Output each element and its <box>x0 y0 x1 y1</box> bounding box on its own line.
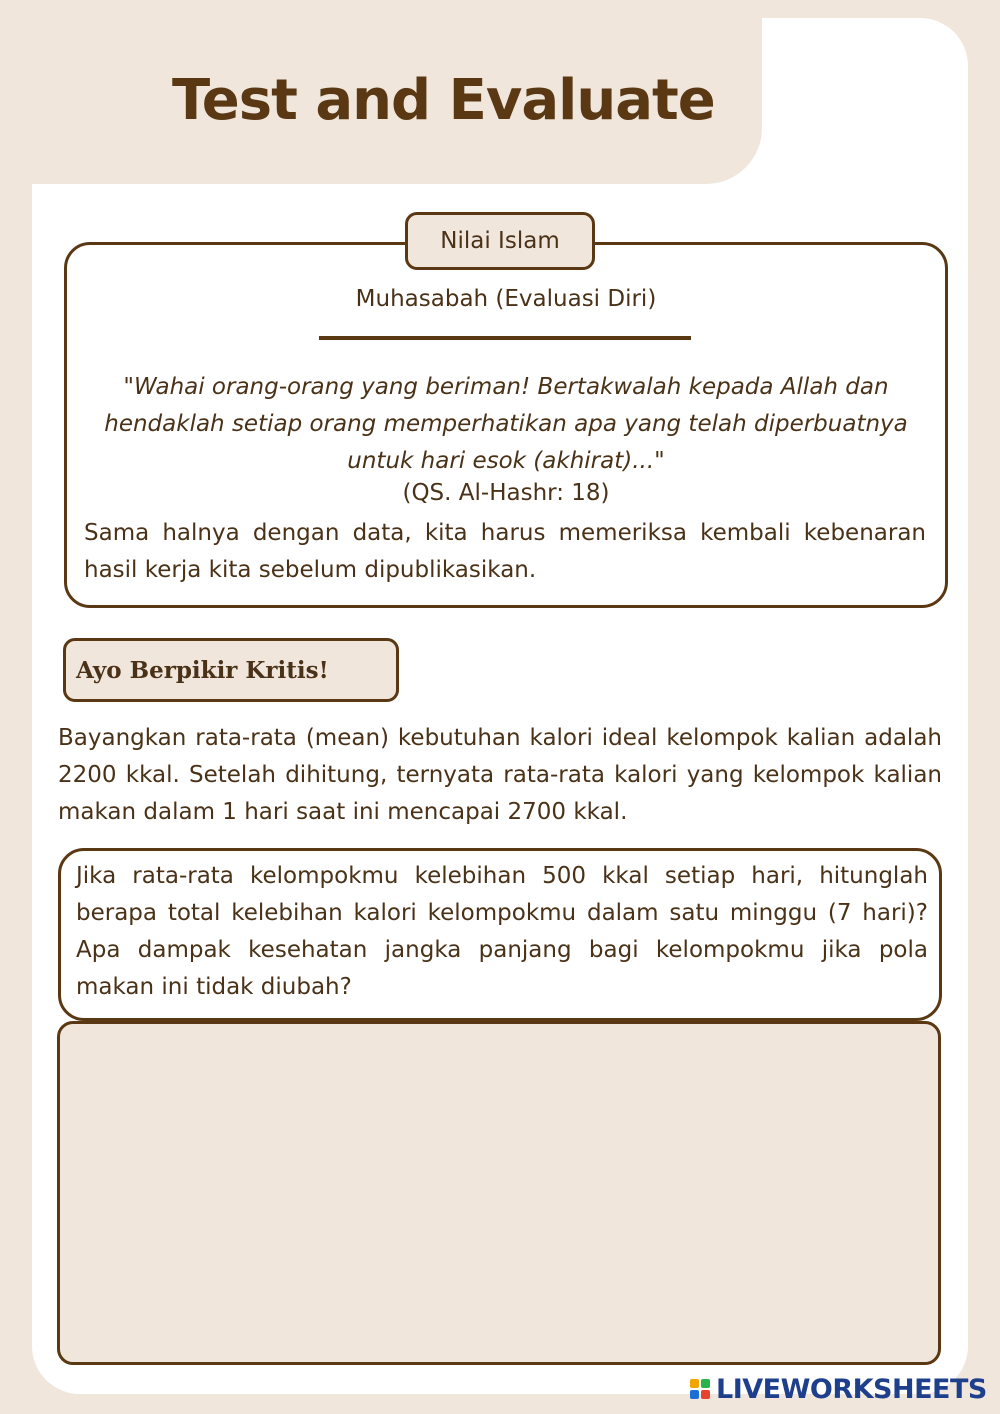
question-text: Jika rata-rata kelompokmu kelebihan 500 kkal setiap hari, hitunglah berapa total kelebihan kalori kelompokmu dalam satu minggu (7 hari)? Apa dampak kesehatan jangka panjang bagi kelompokmu jika pola makan ini tidak diubah? <box>76 863 928 1000</box>
nilai-islam-label: Nilai Islam <box>405 212 595 270</box>
liveworksheets-logo-text: LIVEWORKSHEETS <box>716 1373 987 1405</box>
liveworksheets-logo[interactable] <box>690 1372 987 1406</box>
title-tab <box>32 18 762 184</box>
quote-reference: (QS. Al-Hashr: 18) <box>402 480 610 506</box>
page-title: Test and Evaluate <box>172 68 715 133</box>
quran-quote: "Wahai orang-orang yang beriman! Bertakwalah kepada Allah dan hendaklah setiap orang memperhatikan apa yang telah diperbuatnya untuk hari esok (akhirat)..." <box>104 374 908 474</box>
nilai-islam-body: Sama halnya dengan data, kita harus memeriksa kembali kebenaran hasil kerja kita sebelum dipublikasikan. <box>84 520 926 583</box>
subtitle-divider <box>319 336 691 340</box>
answer-input[interactable] <box>57 1021 941 1365</box>
muhasabah-subtitle: Muhasabah (Evaluasi Diri) <box>355 286 657 312</box>
liveworksheets-logo-icon <box>690 1379 710 1399</box>
critical-thinking-badge: Ayo Berpikir Kritis! <box>63 638 399 702</box>
scenario-text: Bayangkan rata-rata (mean) kebutuhan kalori ideal kelompok kalian adalah 2200 kkal. Setelah dihitung, ternyata rata-rata kalori yang kelompok kalian makan dalam 1 hari saat ini mencapai 2700 kkal. <box>58 725 942 825</box>
